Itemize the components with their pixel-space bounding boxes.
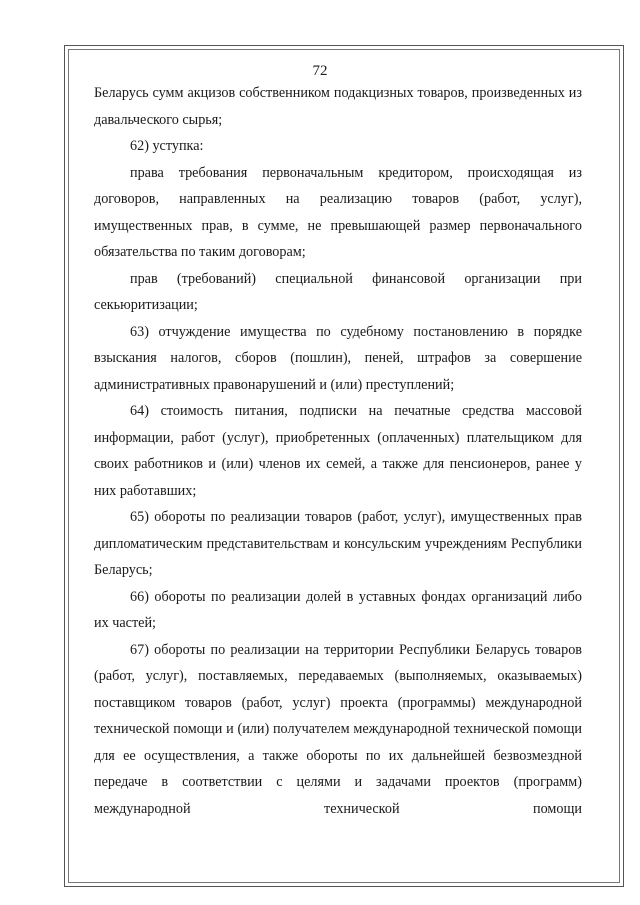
paragraph-item-63: 63) отчуждение имущества по судебному постановлению в порядке взыскания налогов, сборов (пошлин), пеней, штрафов за совершение административных правонарушений и (или) преступлений; [94, 323, 582, 393]
paragraph-item-67: 67) обороты по реализации на территории Республики Беларусь товаров (работ, услуг), поставляемых, передаваемых (выполняемых, оказываемых) поставщиком товаров (работ, услуг) проекта (программы) международной технической помощи и (или) получателем международной технической помощи для ее осуществления, а также обороты по их дальнейшей безвозмездной передаче в соответствии с целями и задачами проектов (программ) международной технической помощи [94, 641, 582, 817]
paragraph-item-62: 62) уступка: [130, 138, 204, 154]
paragraph-item-62-rights-claim: права требования первоначальным кредитором, происходящая из договоров, направленных на реализацию товаров (работ, услуг), имущественных прав, в сумме, не превышающей размер первоначального обязательства по таким договорам; [94, 164, 582, 260]
paragraph-item-62-securitization: прав (требований) специальной финансовой организации при секьюритизации; [94, 270, 582, 313]
paragraph-continuation: Беларусь сумм акцизов собственником подакцизных товаров, произведенных из давальческого сырья; [94, 85, 582, 128]
paragraph-item-66: 66) обороты по реализации долей в уставных фондах организаций либо их частей; [94, 588, 582, 631]
paragraph-item-65: 65) обороты по реализации товаров (работ, услуг), имущественных прав дипломатическим представительствам и консульским учреждениям Республики Беларусь; [94, 509, 582, 578]
page-number: 72 [312, 63, 328, 79]
document-body [94, 80, 582, 822]
paragraph-item-64: 64) стоимость питания, подписки на печатные средства массовой информации, работ (услуг), приобретенных (оплаченных) плательщиком для своих работников и (или) членов их семей, а также для пенсионеров, ранее у них работавших; [94, 403, 582, 499]
